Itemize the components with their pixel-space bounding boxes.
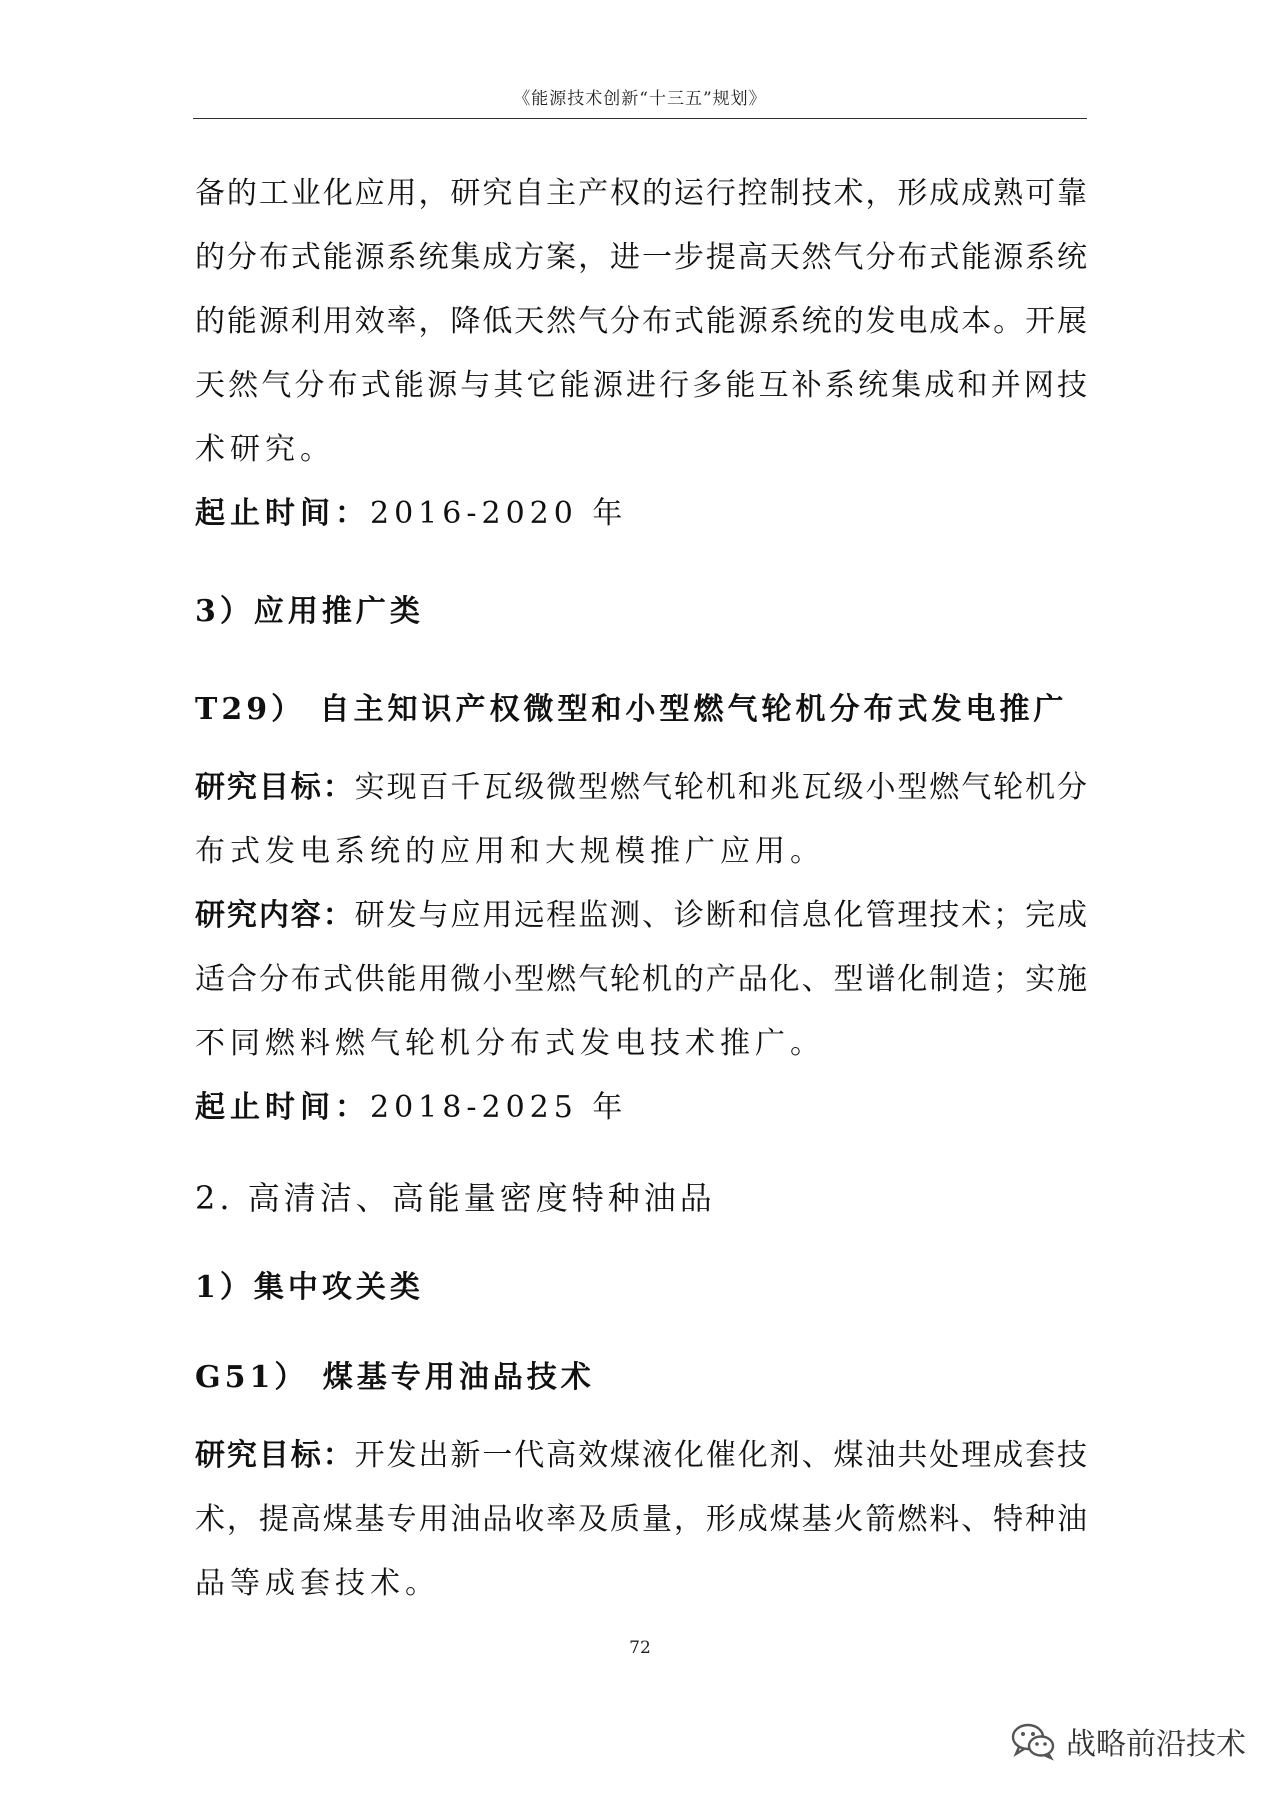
page-number: 72 <box>629 1638 651 1658</box>
text-line: 的能源利用效率，降低天然气分布式能源系统的发电成本。开展 <box>195 304 1087 339</box>
section-apply-promotion: 3）应用推广类 <box>195 594 424 629</box>
goal-label: 研究目标： <box>195 1438 355 1473</box>
paragraph-distributed-energy <box>195 162 1087 482</box>
watermark-text: 战略前沿技术 <box>1066 1727 1246 1762</box>
content-label: 研究内容： <box>195 898 355 933</box>
time-range-2 <box>195 1076 1087 1140</box>
text-line: 不同燃料燃气轮机分布式发电技术推广。 <box>195 1026 825 1061</box>
time-label: 起止时间： <box>195 1090 370 1125</box>
header-divider <box>193 118 1087 119</box>
text-line: 备的工业化应用，研究自主产权的运行控制技术，形成成熟可靠 <box>195 176 1087 211</box>
project-title-t29: T29） 自主知识产权微型和小型燃气轮机分布式发电推广 <box>195 692 1068 727</box>
section-heading-2: 2. 高清洁、高能量密度特种油品 <box>195 1179 716 1217</box>
text-line: 术研究。 <box>195 432 335 467</box>
goal-label: 研究目标： <box>195 770 355 805</box>
g51-goal-line <box>195 1424 1087 1488</box>
text-line: 布式发电系统的应用和大规模推广应用。 <box>195 834 825 869</box>
time-range-1 <box>195 482 1087 546</box>
goal-text: 开发出新一代高效煤液化催化剂、煤油共处理成套技 <box>354 1438 1088 1473</box>
t29-goal-line <box>195 756 1087 820</box>
project-title-g51: G51） 煤基专用油品技术 <box>195 1360 595 1395</box>
t29-content-line <box>195 884 1087 948</box>
text-line: 适合分布式供能用微小型燃气轮机的产品化、型谱化制造；实施 <box>195 962 1087 997</box>
document-header: 《能源技术创新“十三五”规划》 <box>513 89 767 109</box>
goal-text: 实现百千瓦级微型燃气轮机和兆瓦级小型燃气轮机分 <box>354 770 1088 805</box>
section-focus-research: 1）集中攻关类 <box>195 1270 424 1305</box>
text-line: 天然气分布式能源与其它能源进行多能互补系统集成和并网技 <box>195 368 1087 403</box>
time-value: 2018-2025 年 <box>370 1090 628 1125</box>
wechat-icon <box>1010 1721 1056 1761</box>
text-line: 的分布式能源系统集成方案，进一步提高天然气分布式能源系统 <box>195 240 1087 275</box>
content-text: 研发与应用远程监测、诊断和信息化管理技术；完成 <box>354 898 1088 933</box>
document-body <box>195 162 1087 1616</box>
text-line: 术，提高煤基专用油品收率及质量，形成煤基火箭燃料、特种油 <box>195 1502 1087 1537</box>
time-value: 2016-2020 年 <box>370 496 628 531</box>
text-line: 品等成套技术。 <box>195 1566 440 1601</box>
time-label: 起止时间： <box>195 496 370 531</box>
watermark <box>1010 1718 1246 1764</box>
